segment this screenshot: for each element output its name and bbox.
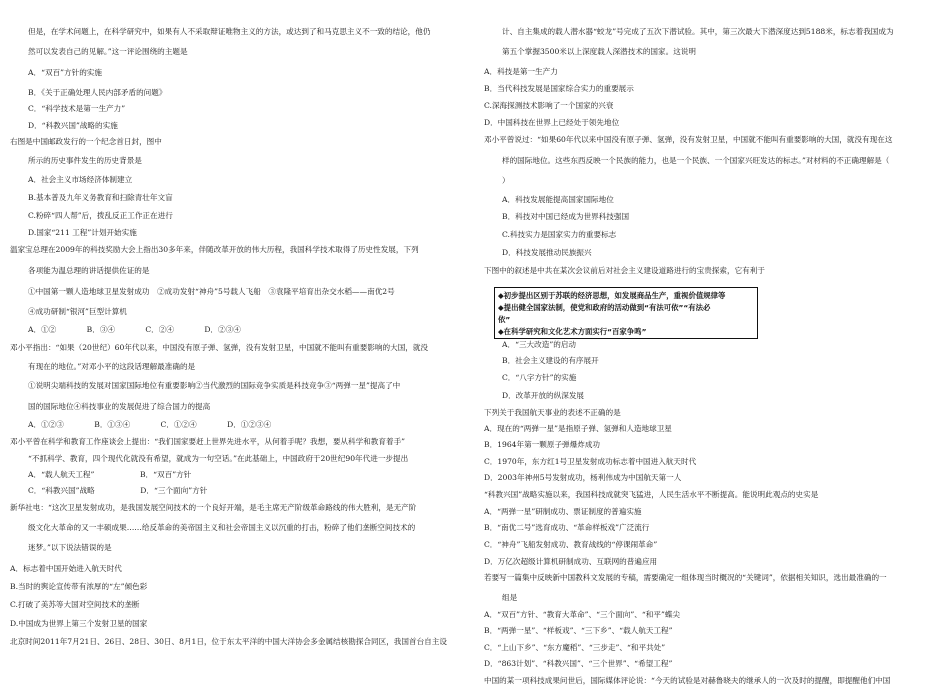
text-line: ①中国第一颗人造地球卫星发射成功 ②成功发射“神舟”5号载人飞船 ③袁隆平培育出杂交水稻——南优2号	[28, 287, 395, 296]
text-line: B．1964年第一颗原子弹爆炸成功	[484, 440, 601, 449]
text-line: 右图是中国邮政发行的一个纪念首日封，图中	[10, 137, 162, 146]
text-line: B.基本普及九年义务教育和扫除青壮年文盲	[28, 193, 173, 202]
text-line: C．“八字方针”的实施	[502, 373, 577, 382]
text-line: A．科技是第一生产力	[484, 67, 558, 76]
text-line: “不抓科学、教育，四个现代化就没有希望，就成为一句空话。”在此基础上，中国政府于20世纪90年代进一步提出	[28, 454, 409, 463]
text-line: C.粉碎“四人帮”后，拨乱反正工作正在进行	[28, 211, 173, 220]
text-line: 邓小平指出：“如果（20世纪）60年代以来，中国没有原子弹、氢弹，没有发射卫星，中国就不能叫有重要影响的大国，就没	[10, 343, 429, 352]
text-line: 然可以发表自己的见解。”这一评论围绕的主题是	[28, 47, 188, 56]
text-line: 迷梦。”以下说法错误的是	[28, 543, 112, 552]
text-line: 各项能为温总理的讲话提供佐证的是	[28, 266, 150, 275]
text-line: 计、自主集成的载人潜水器“蛟龙”号完成了五次下潜试验。其中，第三次最大下潜深度达到5188米，标志着我国成为	[502, 27, 894, 36]
notice-line: ◆在科学研究和文化艺术方面实行“百家争鸣”	[498, 327, 647, 336]
notice-line: ◆提出健全国家法制，使党和政府的活动做到“有法可依”“有法必	[498, 303, 711, 312]
text-line: 若要写一篇集中反映新中国教科文发展的专稿，需要确定一组体现当时概况的“关键词”，依据相关知识，选出最准确的一	[484, 573, 887, 582]
text-line: A．现在的“两弹一星”是指原子弹、氢弹和人造地球卫星	[484, 424, 672, 433]
text-line: D．“863计划”、“科教兴国”、“三个世界”、“希望工程”	[484, 659, 673, 668]
text-line: A．“两弹一星”研制成功、票证制度的普遍实施	[484, 507, 642, 516]
text-line: B.当时的舆论宣传带有浓厚的“左”倾色彩	[10, 582, 148, 591]
text-line: D．2003年神州5号发射成功，杨利伟成为中国航天第一人	[484, 473, 682, 482]
text-line: 新华社电：“这次卫星发射成功，是我国发展空间技术的一个良好开端，是毛主席无产阶级革命路线的伟大胜利，是无产阶	[10, 503, 417, 512]
text-line: 但是，在学术问题上，在科学研究中，如果有人不采取辩证唯物主义的方法，或达到了和马克思主义不一致的结论，他仍	[28, 27, 431, 36]
text-line: A．社会主义市场经济体制建立	[28, 175, 133, 184]
text-line: D.中国成为世界上第三个发射卫星的国家	[10, 619, 148, 628]
text-line: D．改革开放的纵深发展	[502, 391, 585, 400]
text-line: 所示的历史事件发生的历史背景是	[28, 156, 142, 165]
text-line: 级文化大革命的又一丰硕成果……给反革命的美帝国主义和社会帝国主义以沉重的打击，粉碎了他们垄断空间技术的	[28, 523, 416, 532]
text-line: A．“双百”方针、“教育大革命”、“三个面向”、“和平”蝶尖	[484, 610, 681, 619]
text-line: 样的国际地位。这些东西反映一个民族的能力，也是一个民族、一个国家兴旺发达的标志。”对材料的不正确理解是（	[502, 156, 890, 165]
text-line: ①说明尖端科技的发展对国家国际地位有重要影响②当代激烈的国际竞争实质是科技竞争③“两弹一星”提高了中	[28, 381, 401, 390]
text-line: D．万亿次超级计算机研制成功、互联网的普遍应用	[484, 557, 658, 566]
text-line: D．中国科技在世界上已经处于领先地位	[484, 118, 620, 127]
text-line: A．①②③ B．①③④ C．①②④ D．①②③④	[28, 420, 272, 429]
text-line: C．“上山下乡”、“东方魔稻”、“三步走”、“和平共处”	[484, 643, 666, 652]
text-line: D．“科教兴国”战略的实施	[28, 121, 118, 130]
text-line: C．“神舟”飞船发射成功、教育战线的“停课闹革命”	[484, 540, 658, 549]
text-line: C．“科学技术是第一生产力”	[28, 104, 126, 113]
text-line: A．“载人航天工程” B．“双百”方针	[28, 470, 192, 479]
text-line: 国的国际地位④科技事业的发展促进了综合国力的提高	[28, 402, 211, 411]
text-line: C.深海探测技术影响了一个国家的兴衰	[484, 101, 614, 110]
notice-box	[494, 287, 758, 339]
text-line: 邓小平曾在科学和教育工作座谈会上提出：“我们国家要赶上世界先进水平，从何着手呢？我想，要从科学和教育着手”	[10, 437, 406, 446]
text-line: A．标志着中国开始进入航天时代	[10, 564, 122, 573]
text-line: 有现在的地位。”对邓小平的这段话理解最准确的是	[28, 362, 196, 371]
text-line: D．科技发展推动民族振兴	[502, 248, 592, 257]
text-line: ④成功研制“银河”巨型计算机	[28, 307, 127, 316]
text-line: A．①② B．③④ C．②④ D．②③④	[28, 325, 241, 334]
text-line: A．科技发展能提高国家国际地位	[502, 195, 614, 204]
notice-line: ◆初步提出区别于苏联的经济思想，如发展商品生产，重视价值规律等	[498, 291, 726, 300]
text-line: B．《关于正确处理人民内部矛盾的问题》	[28, 88, 167, 97]
text-line: B．当代科技发展是国家综合实力的重要展示	[484, 84, 634, 93]
text-line: 第五个掌握3500米以上深度载人深潜技术的国家。这说明	[502, 47, 696, 56]
text-line: “科教兴国”战略实施以来，我国科技成就突飞猛进，人民生活水平不断提高。能说明此观点的史实是	[484, 490, 819, 499]
text-line: C.科技实力是国家实力的重要标志	[502, 230, 617, 239]
text-line: 组是	[502, 593, 518, 602]
text-line: 北京时间2011年7月21日、26日、28日、30日、8月1日，位于东太平洋的中国大洋协会多金属结核勘探合同区，我国首台自主设	[10, 637, 447, 646]
text-line: A．“三大改造”的启动	[502, 340, 576, 349]
text-line: A．“双百”方针的实施	[28, 68, 102, 77]
text-line: 中国的某一项科技成果问世后，国际媒体评论说：“今天的试验是对赫鲁晓夫的继承人的一次及时的提醒，即提醒他们中国	[484, 676, 891, 685]
text-line: 下图中的叙述是中共在某次会议前后对社会主义建设道路进行的宝贵探索，它有利于	[484, 266, 765, 275]
text-line: B．“两弹一星”、“样板戏”、“三下乡”、“载人航天工程”	[484, 626, 673, 635]
text-line: 下列关于我国航天事业的表述不正确的是	[484, 408, 621, 417]
text-line: C．“科教兴国”战略 D．“三个面向”方针	[28, 486, 208, 495]
text-line: B．“南优二号”选育成功、“革命样板戏”广泛流行	[484, 523, 650, 532]
text-line: C.打破了美苏等大国对空间技术的垄断	[10, 600, 140, 609]
text-line: D.国家“211 工程”计划开始实施	[28, 228, 137, 237]
text-line: ）	[502, 176, 510, 185]
text-line: 邓小平曾说过：“如果60年代以来中国没有原子弹、氢弹，没有发射卫星，中国就不能叫有重要影响的大国，就没有现在这	[484, 135, 893, 144]
notice-line: 依”	[498, 315, 511, 324]
text-line: B．社会主义建设的有序展开	[502, 356, 599, 365]
text-line: 温家宝总理在2009年的科技奖励大会上指出30多年来，伴随改革开放的伟大历程，我国科学技术取得了历史性发展，下列	[10, 245, 419, 254]
text-line: B．科技对中国已经成为世界科技强国	[502, 212, 630, 221]
text-line: C．1970年，东方红1号卫星发射成功标志着中国进入航天时代	[484, 457, 697, 466]
